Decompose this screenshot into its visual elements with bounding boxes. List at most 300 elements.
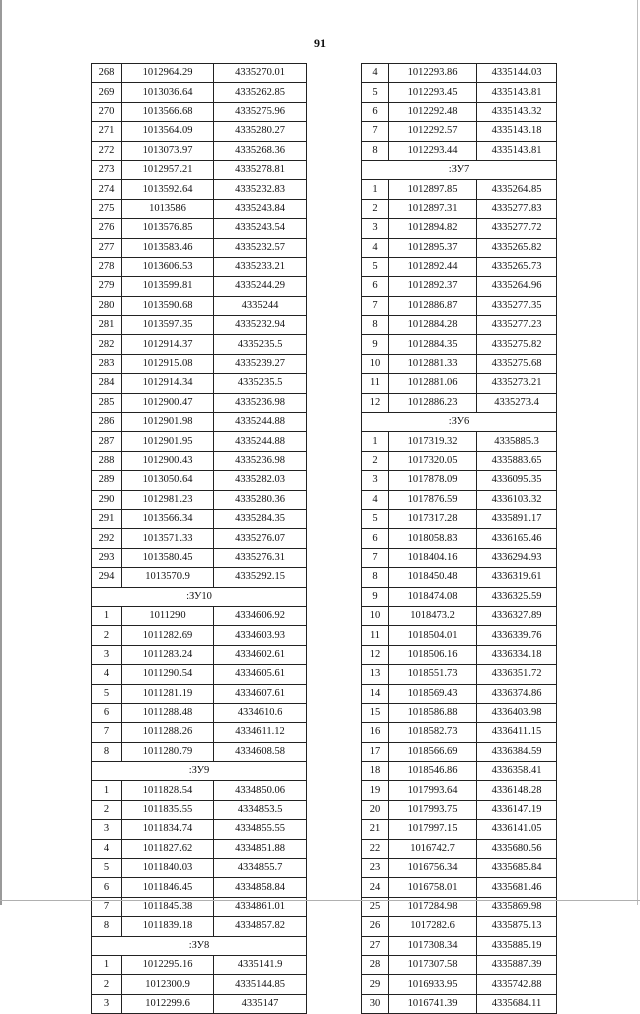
table-row — [362, 703, 557, 722]
x-coordinate: 1018504.01 — [389, 626, 477, 645]
y-coordinate: 4335232.57 — [214, 238, 307, 257]
y-coordinate: 4335265.73 — [477, 257, 557, 276]
table-row — [92, 800, 307, 819]
x-coordinate: 1018473.2 — [389, 606, 477, 625]
y-coordinate: 4335232.83 — [214, 180, 307, 199]
x-coordinate: 1011835.55 — [122, 800, 214, 819]
y-coordinate: 4335143.81 — [477, 83, 557, 102]
point-number: 2 — [362, 451, 389, 470]
x-coordinate: 1012892.37 — [389, 277, 477, 296]
table-row — [92, 548, 307, 567]
y-coordinate: 4335887.39 — [477, 955, 557, 974]
table-row — [362, 645, 557, 664]
point-number: 7 — [362, 548, 389, 567]
y-coordinate: 4335270.01 — [214, 64, 307, 83]
y-coordinate: 4336148.28 — [477, 781, 557, 800]
table-row — [92, 354, 307, 373]
table-row — [362, 199, 557, 218]
y-coordinate: 4335243.84 — [214, 199, 307, 218]
table-row — [362, 955, 557, 974]
x-coordinate: 1013590.68 — [122, 296, 214, 315]
table-row — [362, 936, 557, 955]
point-number: 2 — [362, 199, 389, 218]
y-coordinate: 4336334.18 — [477, 645, 557, 664]
point-number: 16 — [362, 723, 389, 742]
y-coordinate: 4335284.35 — [214, 509, 307, 528]
table-row — [92, 917, 307, 936]
x-coordinate: 1011288.48 — [122, 703, 214, 722]
y-coordinate: 4335277.23 — [477, 316, 557, 335]
point-number: 21 — [362, 820, 389, 839]
x-coordinate: 1013050.64 — [122, 471, 214, 490]
x-coordinate: 1012914.34 — [122, 374, 214, 393]
table-row — [362, 277, 557, 296]
point-number: 292 — [92, 529, 122, 548]
table-row — [362, 471, 557, 490]
x-coordinate: 1011839.18 — [122, 917, 214, 936]
point-number: 23 — [362, 859, 389, 878]
x-coordinate: 1012886.87 — [389, 296, 477, 315]
x-coordinate: 1011290.54 — [122, 665, 214, 684]
x-coordinate: 1016933.95 — [389, 975, 477, 994]
table-row — [92, 296, 307, 315]
y-coordinate: 4335277.83 — [477, 199, 557, 218]
point-number: 27 — [362, 936, 389, 955]
y-coordinate: 4335273.4 — [477, 393, 557, 412]
y-coordinate: 4336403.98 — [477, 703, 557, 722]
point-number: 8 — [92, 917, 122, 936]
y-coordinate: 4336165.46 — [477, 529, 557, 548]
y-coordinate: 4335276.31 — [214, 548, 307, 567]
table-row — [362, 917, 557, 936]
table-row — [92, 374, 307, 393]
y-coordinate: 4334850.06 — [214, 781, 307, 800]
x-coordinate: 1011845.38 — [122, 897, 214, 916]
point-number: 6 — [92, 703, 122, 722]
y-coordinate: 4336358.41 — [477, 762, 557, 781]
x-coordinate: 1016741.39 — [389, 994, 477, 1013]
x-coordinate: 1012897.31 — [389, 199, 477, 218]
x-coordinate: 1012897.85 — [389, 180, 477, 199]
y-coordinate: 4335275.68 — [477, 354, 557, 373]
y-coordinate: 4335869.98 — [477, 897, 557, 916]
point-number: 3 — [362, 471, 389, 490]
x-coordinate: 1012299.6 — [122, 994, 214, 1013]
x-coordinate: 1012892.44 — [389, 257, 477, 276]
point-number: 4 — [92, 839, 122, 858]
table-row — [92, 180, 307, 199]
table-row — [92, 238, 307, 257]
y-coordinate: 4335144.85 — [214, 975, 307, 994]
x-coordinate: 1017878.09 — [389, 471, 477, 490]
section-label: :ЗУ7 — [362, 160, 557, 179]
y-coordinate: 4334608.58 — [214, 742, 307, 761]
x-coordinate: 1012901.95 — [122, 432, 214, 451]
x-coordinate: 1016758.01 — [389, 878, 477, 897]
table-row — [92, 393, 307, 412]
point-number: 22 — [362, 839, 389, 858]
point-number: 273 — [92, 160, 122, 179]
y-coordinate: 4335239.27 — [214, 354, 307, 373]
x-coordinate: 1011834.74 — [122, 820, 214, 839]
table-row — [362, 626, 557, 645]
table-row — [92, 432, 307, 451]
y-coordinate: 4335277.72 — [477, 219, 557, 238]
point-number: 4 — [362, 490, 389, 509]
x-coordinate: 1013586 — [122, 199, 214, 218]
x-coordinate: 1011827.62 — [122, 839, 214, 858]
y-coordinate: 4334851.88 — [214, 839, 307, 858]
point-number: 25 — [362, 897, 389, 916]
table-row — [362, 742, 557, 761]
point-number: 29 — [362, 975, 389, 994]
right-scan-edge — [637, 0, 638, 905]
table-row — [92, 335, 307, 354]
table-row — [92, 684, 307, 703]
x-coordinate: 1012881.33 — [389, 354, 477, 373]
y-coordinate: 4334603.93 — [214, 626, 307, 645]
point-number: 19 — [362, 781, 389, 800]
point-number: 3 — [92, 645, 122, 664]
x-coordinate: 1011288.26 — [122, 723, 214, 742]
x-coordinate: 1012895.37 — [389, 238, 477, 257]
table-row — [362, 587, 557, 606]
y-coordinate: 4336147.19 — [477, 800, 557, 819]
point-number: 17 — [362, 742, 389, 761]
y-coordinate: 4335143.18 — [477, 122, 557, 141]
point-number: 3 — [92, 820, 122, 839]
x-coordinate: 1013599.81 — [122, 277, 214, 296]
table-row — [362, 83, 557, 102]
x-coordinate: 1017317.28 — [389, 509, 477, 528]
point-number: 5 — [92, 859, 122, 878]
point-number: 8 — [92, 742, 122, 761]
point-number: 278 — [92, 257, 122, 276]
table-row — [92, 277, 307, 296]
x-coordinate: 1012964.29 — [122, 64, 214, 83]
x-coordinate: 1017993.75 — [389, 800, 477, 819]
left-scan-edge — [0, 0, 2, 905]
x-coordinate: 1011283.24 — [122, 645, 214, 664]
y-coordinate: 4334857.82 — [214, 917, 307, 936]
point-number: 1 — [92, 955, 122, 974]
point-number: 272 — [92, 141, 122, 160]
table-row — [362, 548, 557, 567]
y-coordinate: 4335141.9 — [214, 955, 307, 974]
y-coordinate: 4336339.76 — [477, 626, 557, 645]
x-coordinate: 1018582.73 — [389, 723, 477, 742]
x-coordinate: 1012914.37 — [122, 335, 214, 354]
y-coordinate: 4335268.36 — [214, 141, 307, 160]
y-coordinate: 4334606.92 — [214, 606, 307, 625]
section-label: :ЗУ10 — [92, 587, 307, 606]
y-coordinate: 4335891.17 — [477, 509, 557, 528]
x-coordinate: 1013566.34 — [122, 509, 214, 528]
y-coordinate: 4335282.03 — [214, 471, 307, 490]
point-number: 10 — [362, 606, 389, 625]
coordinates-table-right — [361, 63, 557, 1014]
table-row — [362, 800, 557, 819]
point-number: 1 — [92, 606, 122, 625]
x-coordinate: 1011280.79 — [122, 742, 214, 761]
y-coordinate: 4335233.21 — [214, 257, 307, 276]
point-number: 13 — [362, 665, 389, 684]
point-number: 8 — [362, 316, 389, 335]
x-coordinate: 1011290 — [122, 606, 214, 625]
x-coordinate: 1012900.47 — [122, 393, 214, 412]
point-number: 12 — [362, 645, 389, 664]
point-number: 1 — [362, 432, 389, 451]
point-number: 3 — [92, 994, 122, 1013]
y-coordinate: 4336319.61 — [477, 568, 557, 587]
table-row — [92, 645, 307, 664]
y-coordinate: 4336384.59 — [477, 742, 557, 761]
point-number: 287 — [92, 432, 122, 451]
x-coordinate: 1011281.19 — [122, 684, 214, 703]
y-coordinate: 4335280.27 — [214, 122, 307, 141]
point-number: 282 — [92, 335, 122, 354]
x-coordinate: 1013036.64 — [122, 83, 214, 102]
y-coordinate: 4335262.85 — [214, 83, 307, 102]
table-row — [362, 878, 557, 897]
x-coordinate: 1013566.68 — [122, 102, 214, 121]
y-coordinate: 4336351.72 — [477, 665, 557, 684]
y-coordinate: 4335147 — [214, 994, 307, 1013]
table-row — [362, 820, 557, 839]
x-coordinate: 1018058.83 — [389, 529, 477, 548]
point-number: 290 — [92, 490, 122, 509]
table-row — [92, 626, 307, 645]
table-row — [362, 451, 557, 470]
table-row — [92, 742, 307, 761]
y-coordinate: 4335742.88 — [477, 975, 557, 994]
table-row — [92, 219, 307, 238]
y-coordinate: 4335143.81 — [477, 141, 557, 160]
y-coordinate: 4336095.35 — [477, 471, 557, 490]
y-coordinate: 4336325.59 — [477, 587, 557, 606]
y-coordinate: 4335235.5 — [214, 335, 307, 354]
table-row — [92, 141, 307, 160]
point-number: 274 — [92, 180, 122, 199]
table-row — [92, 975, 307, 994]
x-coordinate: 1018586.88 — [389, 703, 477, 722]
coordinates-table-left — [91, 63, 307, 1014]
x-coordinate: 1013583.46 — [122, 238, 214, 257]
y-coordinate: 4335885.19 — [477, 936, 557, 955]
y-coordinate: 4335684.11 — [477, 994, 557, 1013]
table-row — [362, 316, 557, 335]
x-coordinate: 1016742.7 — [389, 839, 477, 858]
point-number: 271 — [92, 122, 122, 141]
x-coordinate: 1017997.15 — [389, 820, 477, 839]
point-number: 4 — [362, 238, 389, 257]
table-row — [92, 568, 307, 587]
point-number: 288 — [92, 451, 122, 470]
x-coordinate: 1011840.03 — [122, 859, 214, 878]
table-row — [362, 296, 557, 315]
table-row — [362, 568, 557, 587]
section-row — [92, 587, 307, 606]
x-coordinate: 1016756.34 — [389, 859, 477, 878]
x-coordinate: 1012292.48 — [389, 102, 477, 121]
point-number: 3 — [362, 219, 389, 238]
x-coordinate: 1012915.08 — [122, 354, 214, 373]
y-coordinate: 4334602.61 — [214, 645, 307, 664]
x-coordinate: 1017308.34 — [389, 936, 477, 955]
bottom-scan-edge — [0, 900, 640, 901]
x-coordinate: 1018404.16 — [389, 548, 477, 567]
x-coordinate: 1017319.32 — [389, 432, 477, 451]
point-number: 11 — [362, 374, 389, 393]
y-coordinate: 4335681.46 — [477, 878, 557, 897]
table-row — [92, 839, 307, 858]
y-coordinate: 4335144.03 — [477, 64, 557, 83]
point-number: 15 — [362, 703, 389, 722]
point-number: 18 — [362, 762, 389, 781]
x-coordinate: 1013606.53 — [122, 257, 214, 276]
y-coordinate: 4335292.15 — [214, 568, 307, 587]
x-coordinate: 1017282.6 — [389, 917, 477, 936]
section-row — [362, 160, 557, 179]
point-number: 14 — [362, 684, 389, 703]
table-row — [362, 393, 557, 412]
table-row — [362, 122, 557, 141]
point-number: 289 — [92, 471, 122, 490]
table-row — [92, 529, 307, 548]
x-coordinate: 1018474.08 — [389, 587, 477, 606]
y-coordinate: 4335236.98 — [214, 451, 307, 470]
x-coordinate: 1013580.45 — [122, 548, 214, 567]
y-coordinate: 4335243.54 — [214, 219, 307, 238]
point-number: 11 — [362, 626, 389, 645]
x-coordinate: 1013576.85 — [122, 219, 214, 238]
table-row — [362, 219, 557, 238]
y-coordinate: 4335244.88 — [214, 413, 307, 432]
point-number: 9 — [362, 335, 389, 354]
point-number: 6 — [362, 529, 389, 548]
point-number: 26 — [362, 917, 389, 936]
point-number: 2 — [92, 975, 122, 994]
x-coordinate: 1017284.98 — [389, 897, 477, 916]
table-row — [362, 665, 557, 684]
x-coordinate: 1012901.98 — [122, 413, 214, 432]
table-row — [92, 490, 307, 509]
point-number: 7 — [92, 723, 122, 742]
point-number: 10 — [362, 354, 389, 373]
x-coordinate: 1013597.35 — [122, 316, 214, 335]
table-row — [92, 102, 307, 121]
y-coordinate: 4334605.61 — [214, 665, 307, 684]
point-number: 276 — [92, 219, 122, 238]
point-number: 9 — [362, 587, 389, 606]
x-coordinate: 1018551.73 — [389, 665, 477, 684]
table-row — [362, 859, 557, 878]
x-coordinate: 1018566.69 — [389, 742, 477, 761]
point-number: 8 — [362, 568, 389, 587]
point-number: 2 — [92, 800, 122, 819]
x-coordinate: 1012886.23 — [389, 393, 477, 412]
point-number: 5 — [92, 684, 122, 703]
x-coordinate: 1012900.43 — [122, 451, 214, 470]
table-row — [92, 83, 307, 102]
table-row — [362, 432, 557, 451]
table-row — [92, 859, 307, 878]
table-row — [92, 606, 307, 625]
table-row — [92, 723, 307, 742]
point-number: 6 — [362, 102, 389, 121]
table-row — [362, 684, 557, 703]
table-row — [362, 335, 557, 354]
point-number: 4 — [92, 665, 122, 684]
x-coordinate: 1013564.09 — [122, 122, 214, 141]
y-coordinate: 4335244 — [214, 296, 307, 315]
point-number: 30 — [362, 994, 389, 1013]
y-coordinate: 4335232.94 — [214, 316, 307, 335]
y-coordinate: 4335244.29 — [214, 277, 307, 296]
y-coordinate: 4335235.5 — [214, 374, 307, 393]
y-coordinate: 4335275.82 — [477, 335, 557, 354]
point-number: 279 — [92, 277, 122, 296]
point-number: 277 — [92, 238, 122, 257]
point-number: 1 — [362, 180, 389, 199]
point-number: 6 — [362, 277, 389, 296]
table-row — [92, 820, 307, 839]
y-coordinate: 4336327.89 — [477, 606, 557, 625]
section-row — [92, 936, 307, 955]
table-row — [92, 451, 307, 470]
y-coordinate: 4335244.88 — [214, 432, 307, 451]
point-number: 5 — [362, 257, 389, 276]
point-number: 270 — [92, 102, 122, 121]
table-row — [362, 141, 557, 160]
y-coordinate: 4335236.98 — [214, 393, 307, 412]
table-row — [92, 509, 307, 528]
x-coordinate: 1012293.44 — [389, 141, 477, 160]
y-coordinate: 4334855.7 — [214, 859, 307, 878]
point-number: 291 — [92, 509, 122, 528]
point-number: 275 — [92, 199, 122, 218]
point-number: 7 — [362, 296, 389, 315]
table-row — [92, 471, 307, 490]
table-row — [92, 64, 307, 83]
y-coordinate: 4335143.32 — [477, 102, 557, 121]
table-row — [92, 665, 307, 684]
y-coordinate: 4336294.93 — [477, 548, 557, 567]
x-coordinate: 1013592.64 — [122, 180, 214, 199]
y-coordinate: 4335275.96 — [214, 102, 307, 121]
table-row — [362, 994, 557, 1013]
x-coordinate: 1017993.64 — [389, 781, 477, 800]
x-coordinate: 1012881.06 — [389, 374, 477, 393]
x-coordinate: 1018506.16 — [389, 645, 477, 664]
table-row — [362, 723, 557, 742]
point-number: 280 — [92, 296, 122, 315]
y-coordinate: 4336374.86 — [477, 684, 557, 703]
point-number: 12 — [362, 393, 389, 412]
x-coordinate: 1012884.35 — [389, 335, 477, 354]
y-coordinate: 4334611.12 — [214, 723, 307, 742]
table-row — [92, 878, 307, 897]
y-coordinate: 4335265.82 — [477, 238, 557, 257]
table-row — [362, 64, 557, 83]
point-number: 293 — [92, 548, 122, 567]
x-coordinate: 1017307.58 — [389, 955, 477, 974]
x-coordinate: 1011846.45 — [122, 878, 214, 897]
x-coordinate: 1011828.54 — [122, 781, 214, 800]
y-coordinate: 4334610.6 — [214, 703, 307, 722]
y-coordinate: 4335273.21 — [477, 374, 557, 393]
table-row — [362, 839, 557, 858]
